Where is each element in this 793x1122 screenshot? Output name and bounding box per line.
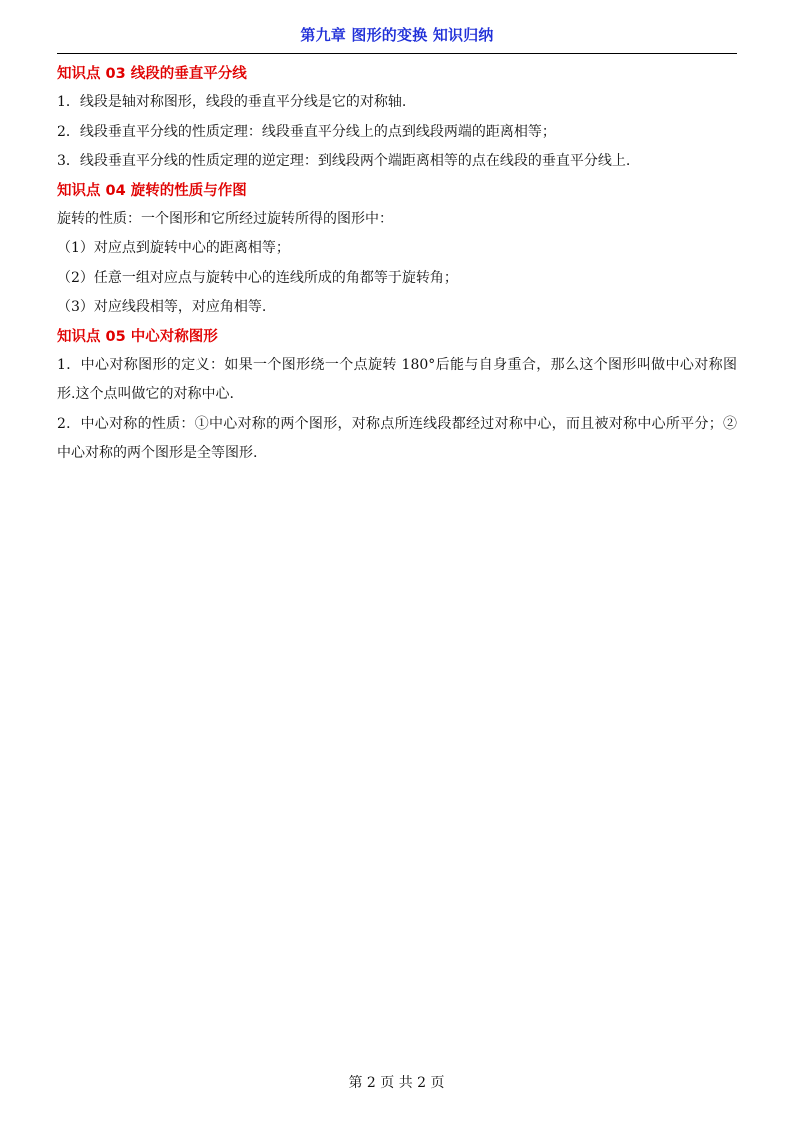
paragraph: 3．线段垂直平分线的性质定理的逆定理：到线段两个端距离相等的点在线段的垂直平分线上. xyxy=(57,153,631,169)
paragraph: （2）任意一组对应点与旋转中心的连线所成的角都等于旋转角； xyxy=(57,269,458,286)
section-perpendicular-bisector xyxy=(57,60,737,177)
section-rotation xyxy=(57,177,737,323)
paragraph: 1．线段是轴对称图形，线段的垂直平分线是它的对称轴. xyxy=(57,94,407,110)
page-number-footer: 第 2 页 共 2 页 xyxy=(348,1075,445,1091)
section-title: 知识点 05 中心对称图形 xyxy=(57,328,218,345)
paragraph: 旋转的性质：一个图形和它所经过旋转所得的图形中： xyxy=(57,210,393,227)
page-content xyxy=(57,60,737,469)
paragraph: 2．中心对称的性质：①中心对称的两个图形，对称点所连线段都经过对称中心，而且被对称中心所平分；②中心对称的两个图形是全等图形. xyxy=(57,415,737,461)
header-title: 第九章 图形的变换 知识归纳 xyxy=(300,26,494,44)
section-title: 知识点 03 线段的垂直平分线 xyxy=(57,66,247,82)
paragraph: 1．中心对称图形的定义：如果一个图形绕一个点旋转 180°后能与自身重合，那么这个图形叫做中心对称图形.这个点叫做它的对称中心. xyxy=(57,356,737,402)
paragraph: （3）对应线段相等，对应角相等. xyxy=(57,299,267,315)
paragraph: 2．线段垂直平分线的性质定理：线段垂直平分线上的点到线段两端的距离相等； xyxy=(57,123,556,140)
page-header xyxy=(57,20,737,54)
section-central-symmetry xyxy=(57,323,737,469)
section-title: 知识点 04 旋转的性质与作图 xyxy=(57,182,247,199)
paragraph: （1）对应点到旋转中心的距离相等； xyxy=(57,240,290,256)
